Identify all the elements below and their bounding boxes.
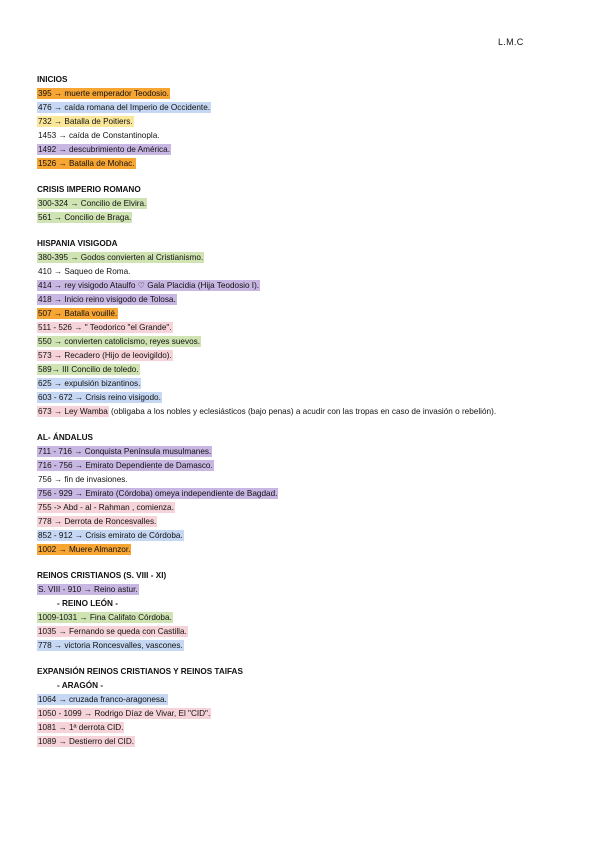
- timeline-entry: [37, 335, 577, 349]
- timeline-entry: [37, 473, 577, 487]
- timeline-entry: [37, 377, 577, 391]
- entry-text: 300-324 → Concilio de Elvira.: [38, 199, 147, 208]
- timeline-entry: [37, 349, 577, 363]
- timeline-entry: [37, 501, 577, 515]
- entry-text: 756 - 929 → Emirato (Córdoba) omeya independiente de Bagdad.: [38, 489, 278, 498]
- timeline-entry: [37, 129, 577, 143]
- entry-text: S. VIII - 910 → Reino astur.: [38, 585, 138, 594]
- entry-text: 716 - 756 → Emirato Dependiente de Damasco.: [38, 461, 213, 470]
- section-title: EXPANSIÓN REINOS CRISTIANOS Y REINOS TAIFAS: [37, 667, 243, 676]
- entry-text: 603 - 672 → Crisis reino visigodo.: [38, 393, 161, 402]
- entry-text: 511 - 526 → " Teodorico "el Grande".: [38, 323, 172, 332]
- timeline-entry: [37, 405, 577, 419]
- entry-text: 550 → convierten catolicismo, reyes suevos.: [38, 337, 201, 346]
- timeline-entry: [37, 265, 577, 279]
- entry-note: (obligaba a los nobles y eclesiásticos (bajo penas) a acudir con las tropas en caso de invasión o rebelión).: [108, 407, 497, 416]
- section-title: INICIOS: [37, 75, 68, 84]
- entry-text: 1089 → Destierro del CID.: [38, 737, 135, 746]
- entry-text: 395 → muerte emperador Teodosio.: [38, 89, 169, 98]
- section-title: REINOS CRISTIANOS (S. VIII - XI): [37, 571, 167, 580]
- timeline-entry: [37, 459, 577, 473]
- entry-text: 732 → Batalla de Poitiers.: [38, 117, 133, 126]
- subheading: - ARAGÓN -: [57, 681, 104, 690]
- entry-text: 673 → Ley Wamba: [38, 407, 108, 416]
- entry-text: 1009-1031 → Fina Califato Córdoba.: [38, 613, 172, 622]
- entry-text: 418 → Inicio reino visigodo de Tolosa.: [38, 295, 176, 304]
- entry-text: 1002 → Muere Almanzor.: [38, 545, 131, 554]
- timeline-entry: [37, 293, 577, 307]
- timeline-entry: [37, 735, 577, 749]
- entry-text: 573 → Recadero (Hijo de leovigildo).: [38, 351, 172, 360]
- timeline-entry: [37, 211, 577, 225]
- timeline-entry: [37, 157, 577, 171]
- entry-text: 778 → Derrota de Roncesvalles.: [38, 517, 157, 526]
- entry-text: 414 → rey visigodo Ataulfo ♡ Gala Placidia (Hija Teodosio I).: [38, 281, 260, 290]
- timeline-entry: [37, 251, 577, 265]
- entry-text: 755 -> Abd - al - Rahman , comienza.: [38, 503, 174, 512]
- timeline-entry: [37, 321, 577, 335]
- timeline-entry: [37, 391, 577, 405]
- entry-text: 1453 → caída de Constantinopla.: [38, 131, 160, 140]
- timeline-entry: [37, 707, 577, 721]
- author-initials: L.M.C: [498, 37, 524, 47]
- timeline-entry: [37, 515, 577, 529]
- entry-text: 507 → Batalla vouillé.: [38, 309, 118, 318]
- entry-text: 476 → caída romana del Imperio de Occidente.: [38, 103, 211, 112]
- entry-text: 1526 → Batalla de Mohac.: [38, 159, 135, 168]
- section: [37, 237, 577, 419]
- entry-text: 852 - 912 → Crisis emirato de Córdoba.: [38, 531, 183, 540]
- entry-text: 1081 → 1ª derrota CID.: [38, 723, 124, 732]
- entry-text: 589→ III Concilio de toledo.: [38, 365, 139, 374]
- section-title: HISPANIA VISIGODA: [37, 239, 118, 248]
- timeline-entry: [37, 87, 577, 101]
- timeline-entry: [37, 487, 577, 501]
- entry-text: 410 → Saqueo de Roma.: [38, 267, 131, 276]
- section: [37, 569, 577, 653]
- section-title: AL- ÁNDALUS: [37, 433, 93, 442]
- section: [37, 183, 577, 225]
- timeline-entry: [37, 143, 577, 157]
- subheading: - REINO LEÓN -: [57, 599, 118, 608]
- entry-text: 625 → expulsión bizantinos.: [38, 379, 141, 388]
- entry-text: 1064 → cruzada franco-aragonesa.: [38, 695, 167, 704]
- timeline-entry: [37, 721, 577, 735]
- section: [37, 73, 577, 171]
- timeline-entry: [37, 625, 577, 639]
- entry-text: 711 - 716 → Conquista Península musulmanes.: [38, 447, 212, 456]
- section: [37, 665, 577, 749]
- timeline-entry: [37, 693, 577, 707]
- entry-text: 1050 - 1099 → Rodrigo Díaz de Vivar, El "CID".: [38, 709, 211, 718]
- timeline-entry: [37, 101, 577, 115]
- timeline-entry: [37, 279, 577, 293]
- timeline-entry: [37, 639, 577, 653]
- entry-text: 1035 → Fernando se queda con Castilla.: [38, 627, 187, 636]
- timeline-entry: [37, 529, 577, 543]
- entry-text: 561 → Concilio de Braga.: [38, 213, 132, 222]
- section: [37, 431, 577, 557]
- timeline-entry: [37, 307, 577, 321]
- entry-text: 756 → fin de invasiones.: [38, 475, 128, 484]
- section-title: CRISIS IMPERIO ROMANO: [37, 185, 141, 194]
- timeline-entry: [37, 363, 577, 377]
- timeline-entry: [37, 445, 577, 459]
- timeline-entry: [37, 611, 577, 625]
- timeline-notes: [37, 73, 577, 761]
- timeline-entry: [37, 583, 577, 597]
- timeline-entry: [37, 543, 577, 557]
- timeline-entry: [37, 115, 577, 129]
- timeline-entry: [37, 197, 577, 211]
- entry-text: 380-395 → Godos convierten al Cristianismo.: [38, 253, 204, 262]
- entry-text: 1492 → descubrimiento de América.: [38, 145, 170, 154]
- entry-text: 778 → victoria Roncesvalles, vascones.: [38, 641, 183, 650]
